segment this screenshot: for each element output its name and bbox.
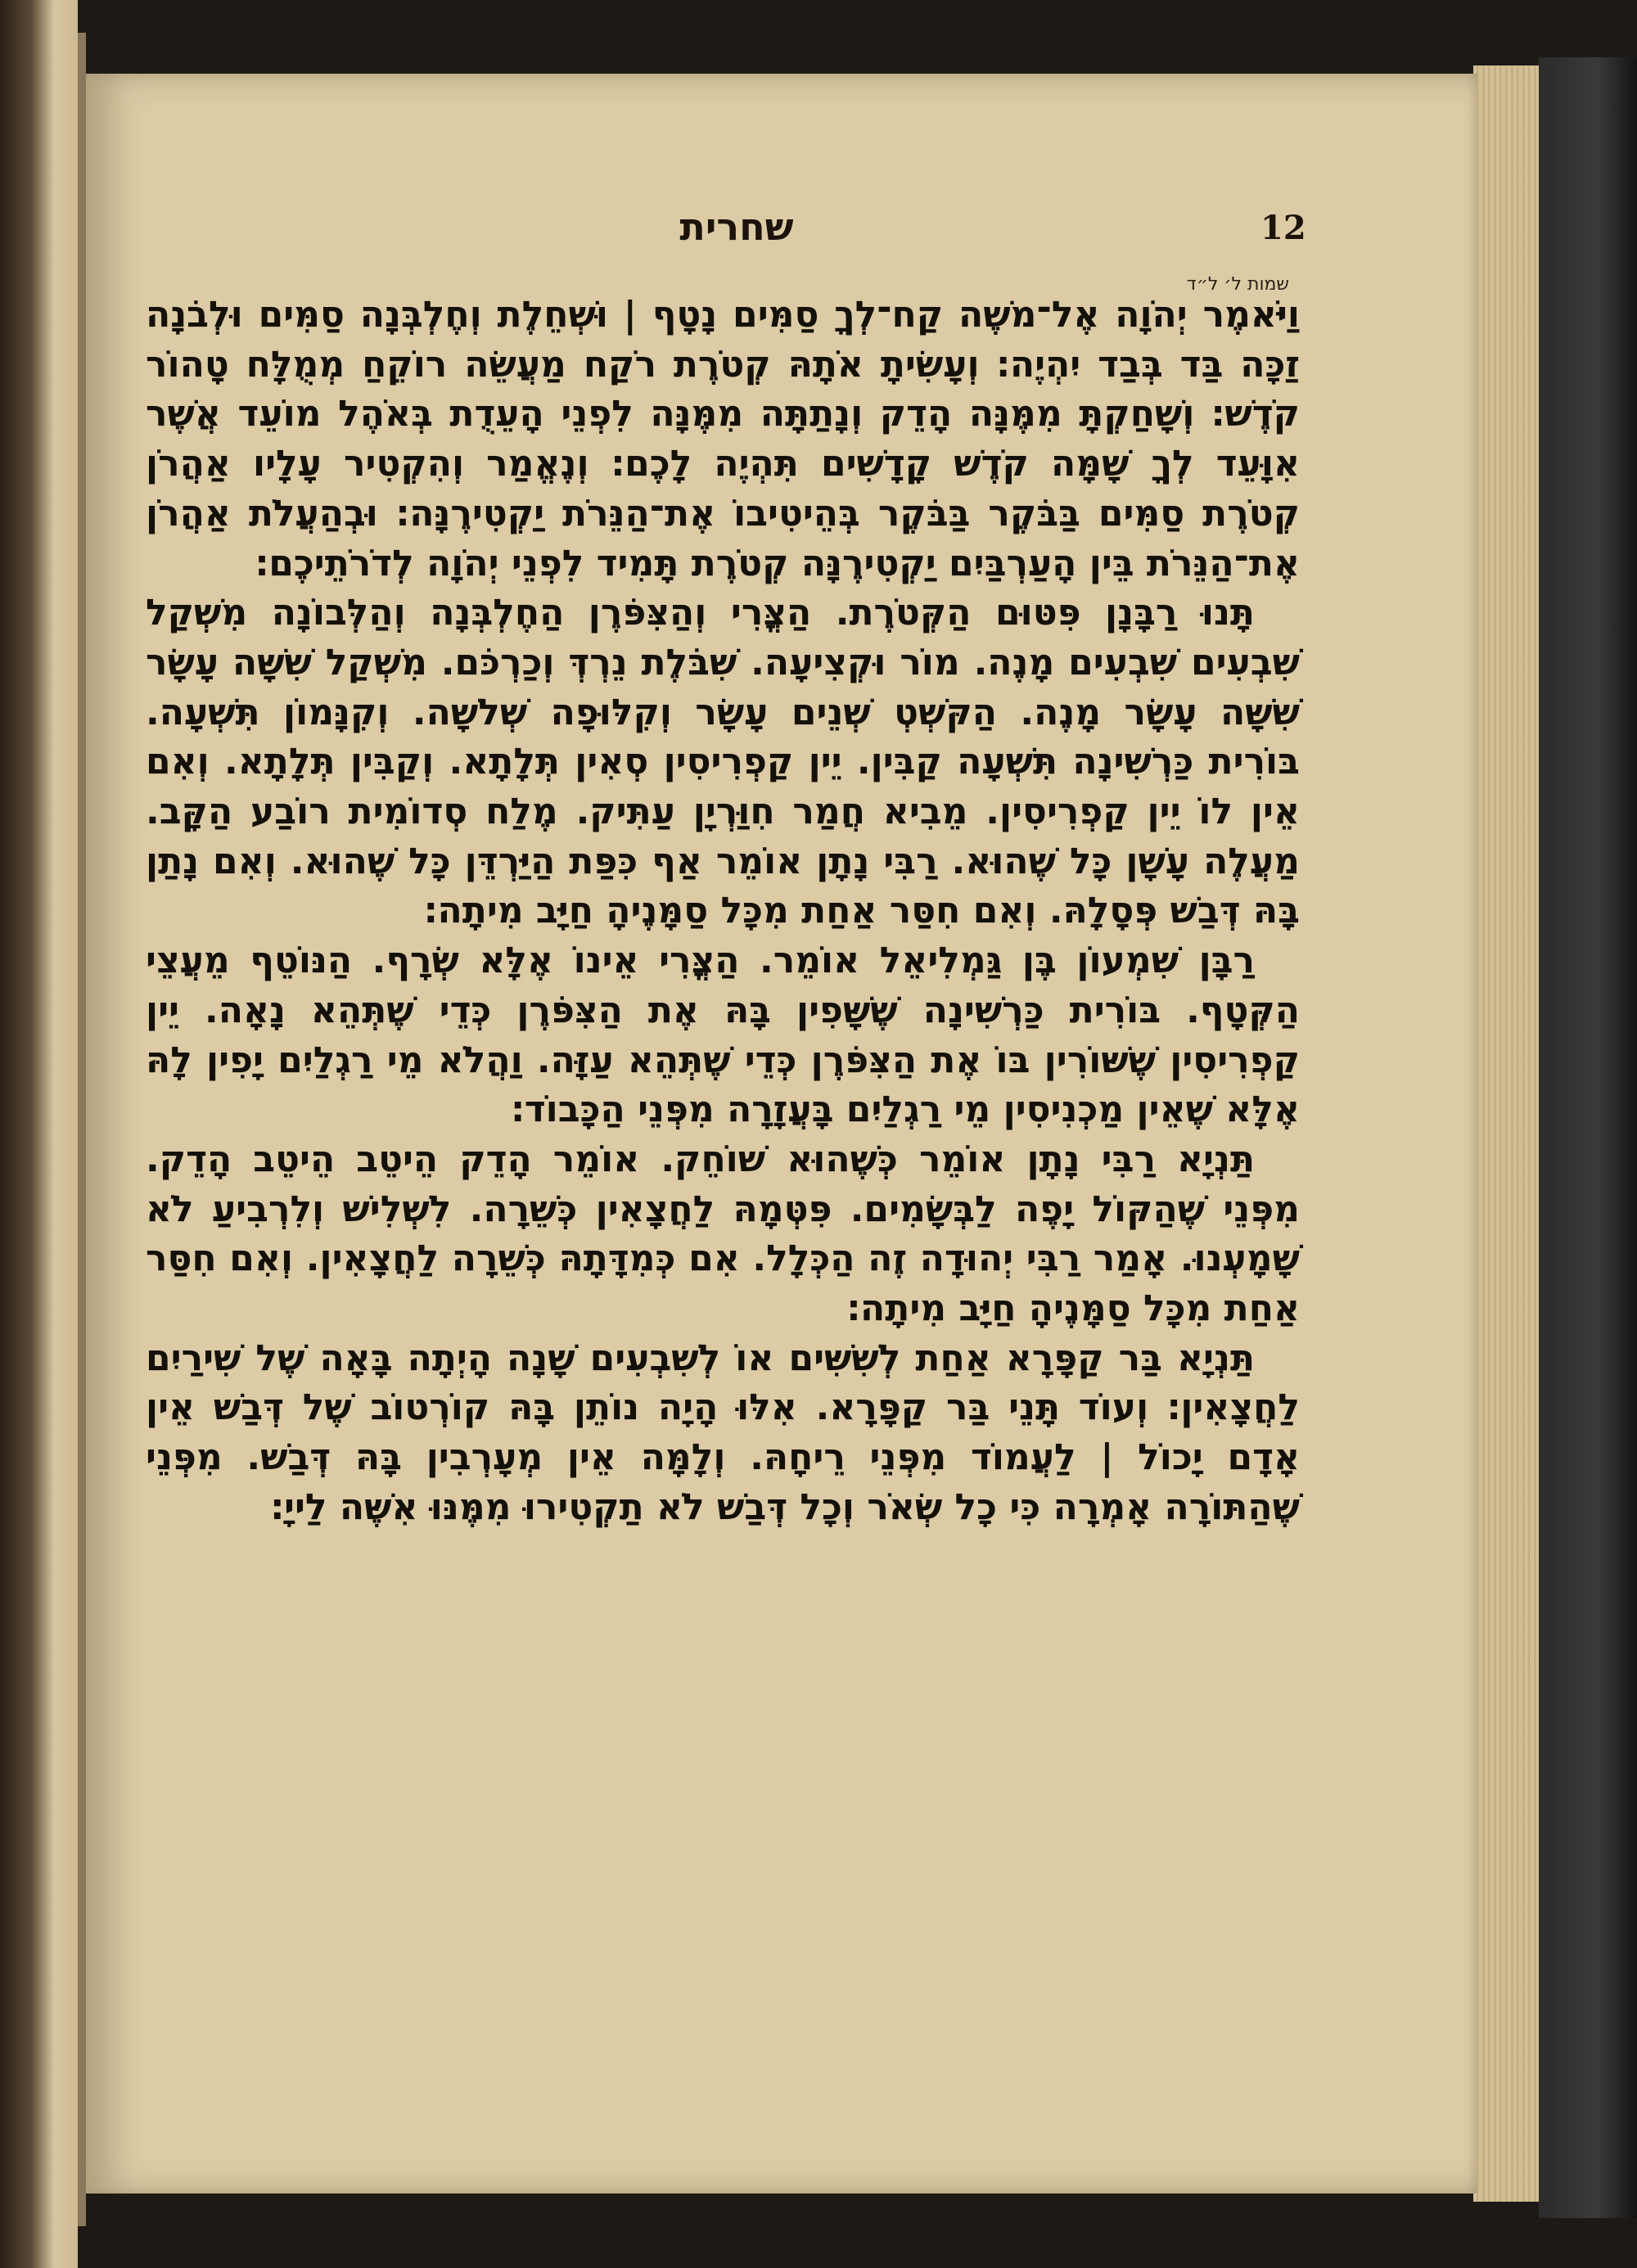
book-spine <box>0 0 78 2268</box>
page-stack-edge <box>1473 65 1539 2202</box>
previous-page-edge <box>78 33 86 2226</box>
main-text <box>146 291 1300 1533</box>
paragraph-rabban-shimon: רַבָּן שִׁמְעוֹן בֶּן גַּמְלִיאֵל אוֹמֵר. הַצֳּרִי אֵינוֹ אֶלָּא שְׂרָף. הַנּוֹטֵף מֵעֲצֵי הַקְּטָף. בּוֹרִית כַּרְשִׁינָה שֶׁשָּׁפִין בָּהּ אֶת הַצִּפֹּרֶן כְּדֵי שֶׁתְּהֵא נָאָה. יֵין קַפְרִיסִין שֶׁשּׁוֹרִין בּוֹ אֶת הַצִּפֹּרֶן כְּדֵי שֶׁתְּהֵא עַזָּה. וַהֲלֹא מֵי רַגְלַיִם יָפִין לָהּ אֶלָּא שֶׁאֵין מַכְנִיסִין מֵי רַגְלַיִם בָּעֲזָרָה מִפְּנֵי הַכָּבוֹד׃ <box>146 940 1300 1131</box>
paragraph-rabbi-natan: תַּנְיָא רַבִּי נָתָן אוֹמֵר כְּשֶׁהוּא שׁוֹחֵק. אוֹמֵר הָדֵק הֵיטֵב הֵיטֵב הָדֵק. מִפְּנֵי שֶׁהַקּוֹל יָפֶה לַבְּשָׂמִים. פִּטְּמָהּ לַחֲצָאִין כְּשֵׁרָה. לִשְׁלִישׁ וְלִרְבִיעַ לֹא שָׁמָעְנוּ. אָמַר רַבִּי יְהוּדָה זֶה הַכְּלָל. אִם כְּמִדָּתָהּ כְּשֵׁרָה לַחֲצָאִין. וְאִם חִסַּר אַחַת מִכָּל סַמָּנֶיהָ חַיָּב מִיתָה׃ <box>146 1138 1300 1330</box>
page-number: 12 <box>1260 209 1306 247</box>
source-reference: שמות ל׳ ל״ד <box>1186 274 1289 295</box>
running-header: שחרית <box>679 205 794 249</box>
paragraph-pitum-haketoret: תָּנוּ רַבָּנָן פִּטּוּם הַקְּטֹרֶת. הַצֳּרִי וְהַצִּפֹּרֶן הַחֶלְבְּנָה וְהַלְּבוֹנָה מִשְׁקַל שִׁבְעִים שִׁבְעִים מָנֶה. מוֹר וּקְצִיעָה. שִׁבֹּלֶת נֵרְדְּ וְכַרְכֹּם. מִשְׁקַל שִׁשָּׁה עָשָׂר שִׁשָּׁה עָשָׂר מָנֶה. הַקּשְׁטְ שְׁנֵים עָשָׂר וְקִלּוּפָה שְׁלשָׁה. וְקִנָּמוֹן תִּשְׁעָה. בּוֹרִית כַּרְשִׁינָה תִּשְׁעָה קַבִּין. יֵין קַפְרִיסִין סְאִין תְּלָתָא. וְקַבִּין תְּלָתָא. וְאִם אֵין לוֹ יֵין קַפְרִיסִין. מֵבִיא חֲמַר חִוַּרְיָן עַתִּיק. מֶלַח סְדוֹמִית רוֹבַע הַקָּב. מַעֲלֶה עָשָׁן כָּל שֶׁהוּא. רַבִּי נָתָן אוֹמֵר אַף כִּפַּת הַיַּרְדֵּן כָּל שֶׁהוּא. וְאִם נָתַן בָּהּ דְּבַשׁ פְּסָלָהּ. וְאִם חִסַּר אַחַת מִכָּל סַמָּנֶיהָ חַיָּב מִיתָה׃ <box>146 592 1300 932</box>
paragraph-bar-kappara: תַּנְיָא בַּר קַפָּרָא אַחַת לְשִׁשִּׁים אוֹ לְשִׁבְעִים שָׁנָה הָיְתָה בָּאָה שֶׁל שִׁירַיִם לַחֲצָאִין׃ וְעוֹד תָּנֵי בַּר קַפָּרָא. אִלּוּ הָיָה נוֹתֵן בָּהּ קוֹרְטוֹב שֶׁל דְּבַשׁ אֵין אָדָם יָכוֹל | לַעֲמוֹד מִפְּנֵי רֵיחָהּ. וְלָמָּה אֵין מְעָרְבִין בָּהּ דְּבַשׁ. מִפְּנֵי שֶׁהַתּוֹרָה אָמְרָה כִּי כָל שְׂאֹר וְכָל דְּבַשׁ לֹא תַקְטִירוּ מִמֶּנּוּ אִשֶּׁה לַייָ׃ <box>146 1337 1300 1528</box>
paragraph-exodus-verses: וַיֹּאמֶר יְהֹוָה אֶל־משֶׁה קַח־לְךָ סַמִּים נָטָף | וּשְׁחֵלֶת וְחֶלְבְּנָה סַמִּים וּלְבֹנָה זַכָּה בַּד בְּבַד יִהְיֶה׃ וְעָשִׂיתָ אֹתָהּ קְטֹרֶת רֹקַח מַעֲשֵׂה רוֹקֵחַ מְמֻלָּח טָהוֹר קֹדֶשׁ׃ וְשָׁחַקְתָּ מִמֶּנָּה הָדֵק וְנָתַתָּה מִמֶּנָּה לִפְנֵי הָעֵדֻת בְּאֹהֶל מוֹעֵד אֲשֶׁר אִוָּעֵד לְךָ שָׁמָּה קֹדֶשׁ קָדָשִׁים תִּהְיֶה לָכֶם׃ וְנֶאֱמַר וְהִקְטִיר עָלָיו אַהֲרֹן קְטֹרֶת סַמִּים בַּבֹּקֶר בַּבֹּקֶר בְּהֵיטִיבוֹ אֶת־הַנֵּרֹת יַקְטִירֶנָּה׃ וּבְהַעֲלֹת אַהֲרֹן אֶת־הַנֵּרֹת בֵּין הָעַרְבַּיִם יַקְטִירֶנָּה קְטֹרֶת תָּמִיד לִפְנֵי יְהֹוָה לְדֹרֹתֵיכֶם׃ <box>146 294 1300 584</box>
book-cover-edge <box>1539 57 1637 2218</box>
